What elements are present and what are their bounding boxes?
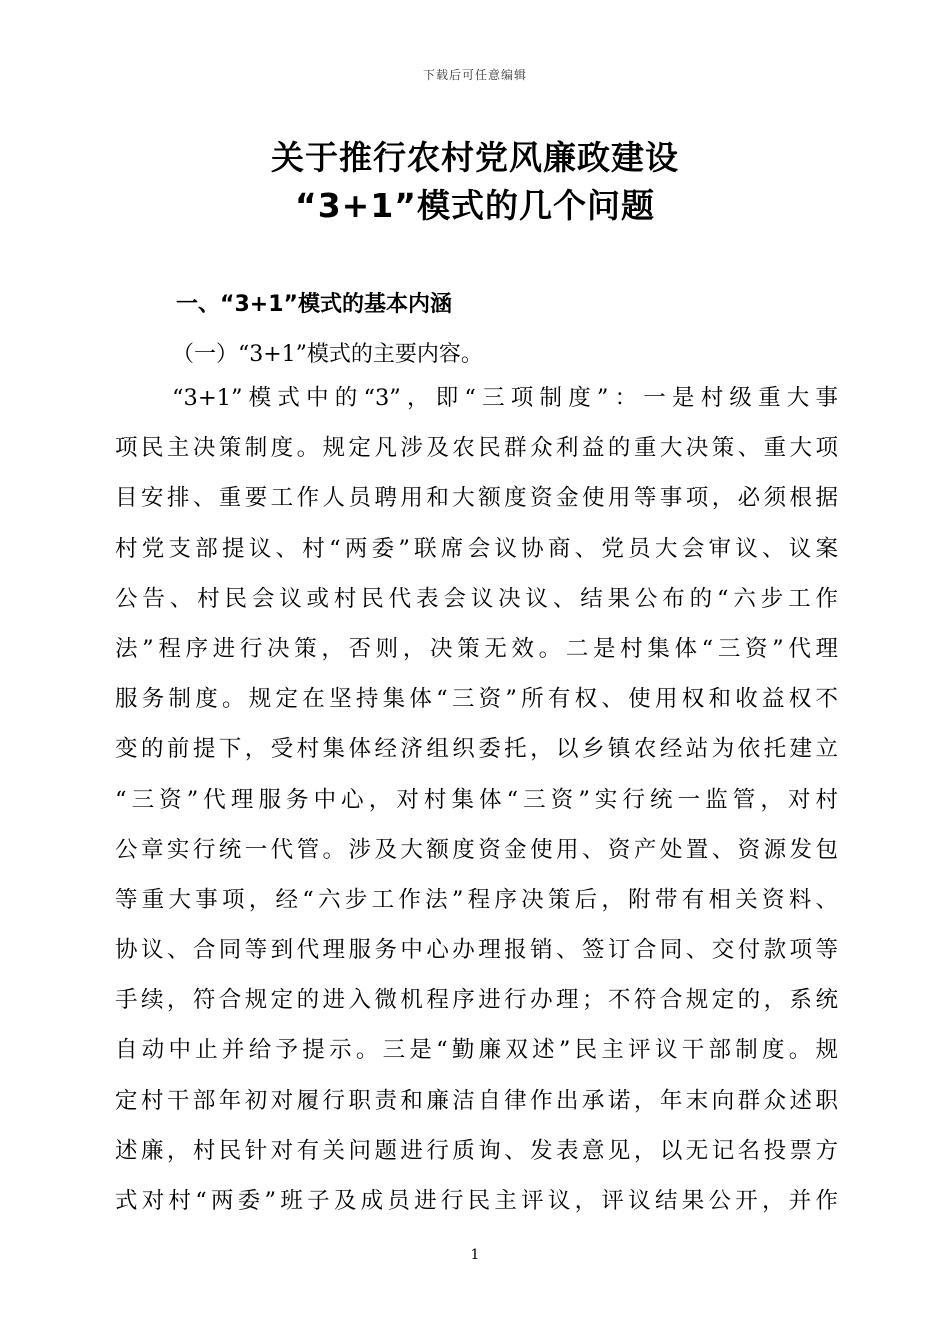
body-line: 公告、村民会议或村民代表会议决议、结果公布的“六步工作 (115, 585, 838, 612)
body-line: “3+1”模式中的“3”，即“三项制度”：一是村级重大事 (172, 385, 838, 411)
body-line: 法”程序进行决策，否则，决策无效。二是村集体“三资”代理 (115, 635, 838, 662)
section-heading: 一、“3+1”模式的基本内涵 (176, 292, 452, 317)
body-line: 公章实行统一代管。涉及大额度资金使用、资产处置、资源发包 (115, 836, 838, 863)
page-number: 1 (470, 1247, 480, 1263)
body-line: 式对村“两委”班子及成员进行民主评议，评议结果公开，并作 (115, 1188, 838, 1214)
subsection-heading: （一）“3+1”模式的主要内容。 (172, 342, 483, 367)
body-line: 手续，符合规定的进入微机程序进行办理；不符合规定的，系统 (115, 987, 838, 1014)
body-line: 项民主决策制度。规定凡涉及农民群众利益的重大决策、重大项 (115, 435, 838, 462)
body-line: 村党支部提议、村“两委”联席会议协商、党员大会审议、议案 (115, 535, 838, 562)
header-note: 下载后可任意编辑 (422, 68, 527, 82)
body-line: 述廉，村民针对有关问题进行质询、发表意见，以无记名投票方 (115, 1137, 838, 1164)
body-line: 等重大事项，经“六步工作法”程序决策后，附带有相关资料、 (115, 886, 838, 913)
document-title-line-2: “3+1”模式的几个问题 (295, 186, 655, 225)
body-line: 变的前提下，受村集体经济组织委托，以乡镇农经站为依托建立 (115, 736, 838, 763)
body-line: 自动中止并给予提示。三是“勤廉双述”民主评议干部制度。规 (115, 1037, 838, 1064)
body-line: “三资”代理服务中心，对村集体“三资”实行统一监管，对村 (115, 786, 838, 813)
body-line: 定村干部年初对履行职责和廉洁自律作出承诺，年末向群众述职 (115, 1087, 838, 1114)
body-line: 服务制度。规定在坚持集体“三资”所有权、使用权和收益权不 (115, 686, 838, 713)
body-line: 协议、合同等到代理服务中心办理报销、签订合同、交付款项等 (115, 937, 838, 964)
body-paragraph (115, 379, 838, 1232)
body-line: 目安排、重要工作人员聘用和大额度资金使用等事项，必须根据 (115, 485, 838, 512)
document-title-line-1: 关于推行农村党风廉政建设 (271, 138, 679, 177)
